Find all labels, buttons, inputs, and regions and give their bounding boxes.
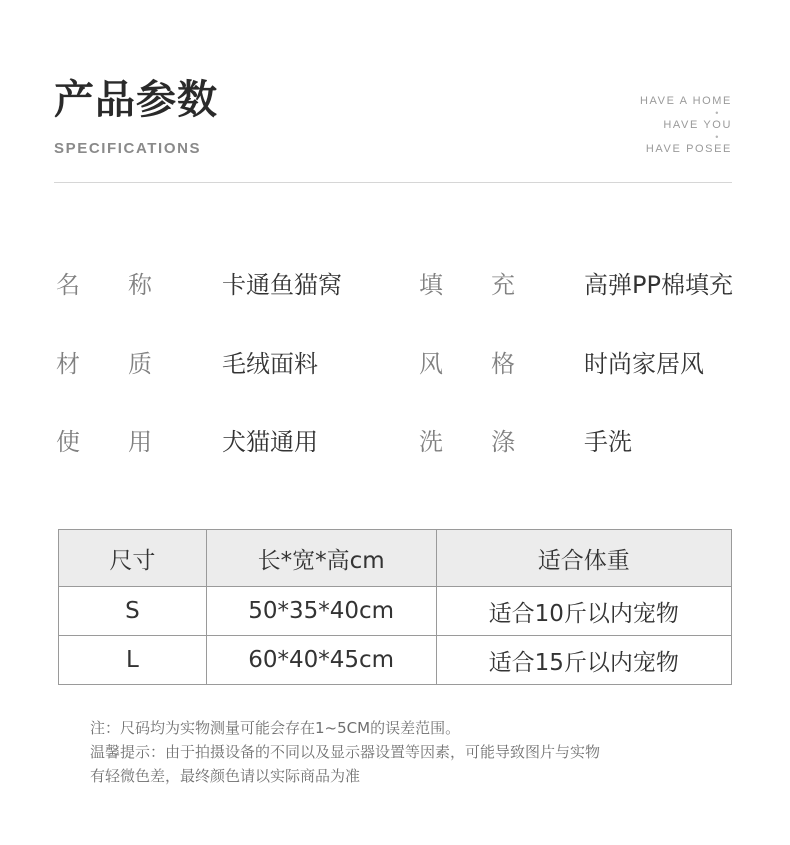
spec-value: 卡通鱼猫窝 (222, 271, 342, 299)
spec-label-char: 名 (56, 271, 80, 299)
slogan-dot-icon: • (715, 108, 720, 118)
spec-label (419, 265, 515, 305)
spec-value: 毛绒面料 (222, 350, 318, 378)
header-divider (54, 182, 732, 183)
spec-row (56, 422, 776, 462)
spec-label (56, 344, 152, 384)
table-cell: S (59, 587, 207, 636)
spec-label-char: 风 (419, 350, 443, 378)
table-row (59, 636, 732, 685)
spec-label-char: 格 (491, 350, 515, 378)
spec-label (56, 265, 152, 305)
spec-row (56, 265, 776, 305)
slogan-line-1: HAVE A HOME (640, 95, 732, 107)
spec-label-char: 称 (128, 271, 152, 299)
page-title: 产品参数 (54, 77, 218, 123)
table-cell: L (59, 636, 207, 685)
notes (90, 716, 600, 788)
spec-value: 手洗 (584, 428, 632, 456)
spec-label-char: 充 (491, 271, 515, 299)
spec-label-char: 涤 (491, 428, 515, 456)
spec-label-char: 质 (128, 350, 152, 378)
spec-label (56, 422, 152, 462)
slogan-line-3: HAVE POSEE (645, 143, 732, 155)
table-header-cell: 尺寸 (59, 530, 207, 587)
table-header-row (59, 530, 732, 587)
table-cell: 适合10斤以内宠物 (436, 587, 731, 636)
spec-label-char: 材 (56, 350, 80, 378)
slogan-line-2: HAVE YOU (663, 119, 732, 131)
spec-label (419, 422, 515, 462)
page-subtitle: SPECIFICATIONS (54, 140, 202, 157)
note-line: 有轻微色差，最终颜色请以实际商品为准 (90, 767, 361, 785)
spec-value: 时尚家居风 (584, 350, 704, 378)
table-header-cell: 适合体重 (436, 530, 731, 587)
note-line: 温馨提示：由于拍摄设备的不同以及显示器设置等因素，可能导致图片与实物 (90, 743, 601, 761)
slogan-dot-icon: • (715, 132, 720, 142)
table-header-cell: 长*宽*高cm (206, 530, 436, 587)
note-line: 注：尺码均为实物测量可能会存在1~5CM的误差范围。 (90, 719, 461, 737)
table-cell: 50*35*40cm (206, 587, 436, 636)
spec-value: 高弹PP棉填充 (584, 271, 733, 299)
spec-row (56, 344, 776, 384)
spec-label (419, 344, 515, 384)
size-table (58, 529, 732, 685)
table-row (59, 587, 732, 636)
spec-value: 犬猫通用 (222, 428, 318, 456)
spec-label-char: 用 (128, 428, 152, 456)
spec-label-char: 洗 (419, 428, 443, 456)
table-cell: 适合15斤以内宠物 (436, 636, 731, 685)
table-cell: 60*40*45cm (206, 636, 436, 685)
spec-label-char: 填 (419, 271, 443, 299)
brand-slogan (640, 95, 732, 155)
spec-label-char: 使 (56, 428, 80, 456)
